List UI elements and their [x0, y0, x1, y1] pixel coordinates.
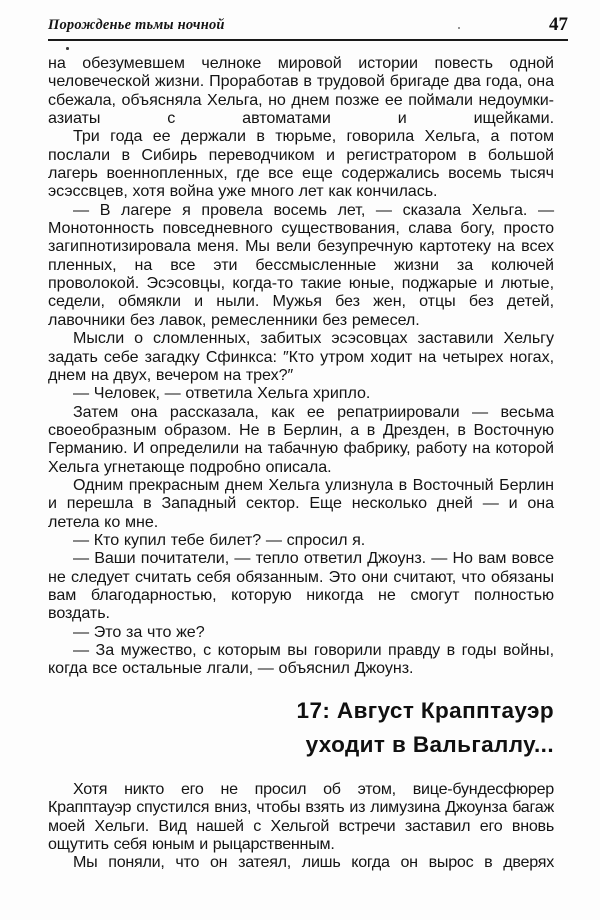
chapter-heading-line-2: уходит в Вальгаллу...	[305, 732, 554, 757]
running-head: Порожденье тьмы ночной	[48, 17, 225, 33]
paragraph: на обезумевшем челноке мировой истории повесть одной человеческой жизни. Проработав в трудовой бригаде два года, она сбежала, объясняла Хельга, но днем позже ее поймали недоумки-азиаты с автоматами и ищейками.	[48, 54, 554, 128]
paragraph: — За мужество, с которым вы говорили правду в годы войны, когда все остальные лгали, — объяснил Джоунз.	[48, 641, 554, 678]
chapter-heading-line-1: 17: Август Крапптауэр	[296, 698, 554, 723]
page-number: 47	[549, 14, 568, 35]
paragraph: — Это за что же?	[73, 622, 205, 641]
paragraph: Три года ее держали в тюрьме, говорила Хельга, а потом послали в Сибирь переводчиком и регистратором в большой лагерь военнопленных, где все еще содержались восемь тысяч эсэссвцев, хотя война уже много лет как кончилась.	[48, 127, 554, 201]
paragraph: Хотя никто его не просил об этом, вице-бундесфюрер Крапптауэр спустился вниз, чтобы взять из лимузина Джоунза багаж моей Хельги. Вид нашей с Хельгой встречи заставил его вновь ощутить себя юным и рыцарственным.	[48, 780, 554, 854]
header-rule	[48, 39, 568, 41]
paragraph: Мысли о сломленных, забитых эсэсовцах заставили Хельгу задать себе загадку Сфинкса: ″Кто утром ходит на четырех ногах, днем на двух, вечером на трех?″	[48, 329, 554, 384]
paragraph: Мы поняли, что он затеял, лишь когда он вырос в дверях	[73, 853, 554, 872]
paragraph: Одним прекрасным днем Хельга улизнула в Восточный Берлин и перешла в Западный сектор. Еще несколько дней — и она летела ко мне.	[48, 475, 554, 531]
paragraph: — Кто купил тебе билет? — спросил я.	[73, 530, 366, 549]
scan-speck-icon	[458, 27, 460, 29]
body-text-column-after-heading	[48, 780, 554, 872]
paragraph: — Ваши почитатели, — тепло ответил Джоунз. — Но вам вовсе не следует считать себя обязанным. Это они считают, что обязаны вам благодарностью, которую никогда не смогут полностью воздать.	[48, 549, 554, 623]
body-text-column	[48, 54, 554, 678]
paragraph: — Человек, — ответила Хельга хрипло.	[73, 384, 371, 403]
paragraph: Затем она рассказала, как ее репатриировали — весьма своеобразным образом. Не в Берлин, а в Дрезден, в Восточную Германию. И определили на табачную фабрику, работу на которой Хельга угнетающе подробно описала.	[48, 402, 554, 476]
page-header	[48, 14, 568, 36]
chapter-heading	[48, 694, 554, 762]
paragraph: — В лагере я провела восемь лет, — сказала Хельга. — Монотонность повседневного существования, слава богу, просто загипнотизировала меня. Мы вели безупречную картотеку на всех пленных, на все эти бессмысленные жизни за колючей проволокой. Эсэсовцы, когда-то такие юные, поджарые и лютые, седели, обмякли и ныли. Мужья без жен, отцы без детей, лавочники без лавок, ремесленники без ремесел.	[48, 200, 554, 329]
scan-speck-icon	[66, 47, 69, 50]
